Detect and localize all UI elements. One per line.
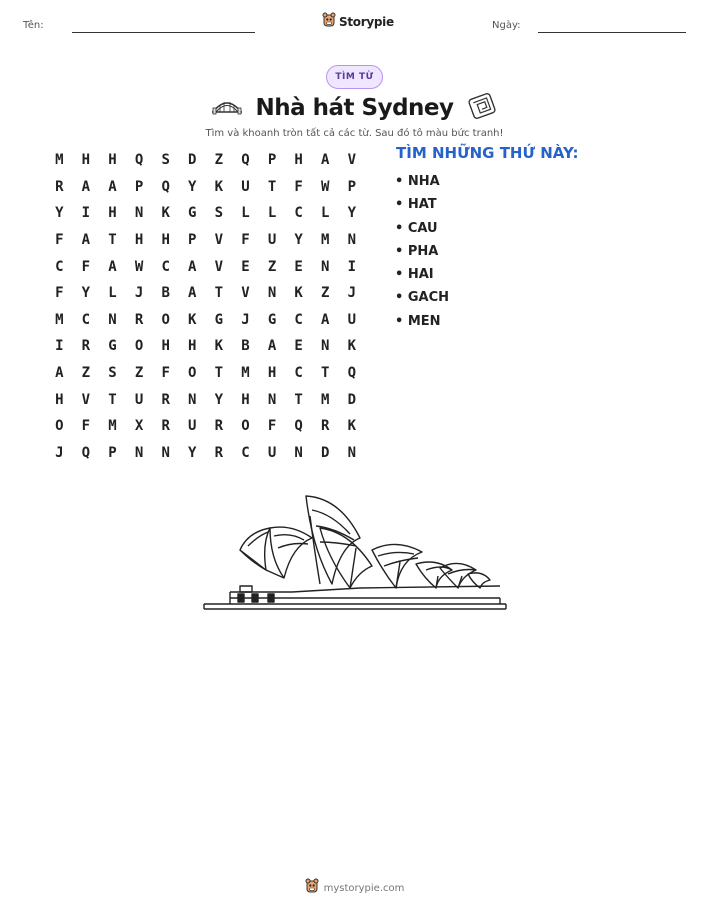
grid-cell[interactable]: C [294, 311, 303, 328]
grid-cell[interactable]: H [134, 232, 144, 249]
grid-cell[interactable]: S [214, 205, 224, 222]
grid-cell[interactable]: B [241, 338, 250, 355]
grid-cell[interactable]: R [161, 391, 170, 408]
grid-cell[interactable]: G [188, 205, 197, 222]
footer [0, 878, 709, 898]
grid-cell[interactable]: Z [134, 365, 144, 382]
brand-name: Storypie [339, 15, 394, 29]
grid-cell[interactable]: Q [347, 365, 357, 382]
grid-cell[interactable]: D [188, 152, 197, 169]
maze-icon [466, 92, 498, 124]
grid-cell[interactable]: H [108, 152, 117, 169]
grid-cell[interactable]: H [108, 205, 117, 222]
grid-cell[interactable]: B [161, 285, 170, 302]
grid-cell[interactable]: F [267, 418, 277, 435]
word-item: • MEN [395, 313, 441, 329]
grid-cell[interactable]: M [108, 418, 117, 435]
grid-cell[interactable]: F [241, 232, 250, 249]
word-item: • NHA [395, 174, 440, 189]
title-row [0, 92, 709, 124]
word-item: • PHA [395, 243, 439, 259]
grid-cell[interactable]: F [294, 178, 303, 195]
sydney-opera-house-illustration[interactable] [200, 488, 510, 618]
date-label: Ngày: [492, 20, 521, 31]
grid-cell[interactable]: J [55, 444, 64, 461]
grid-cell[interactable]: S [108, 365, 117, 382]
word-list-heading: TÌM NHỮNG THỨ NÀY: [396, 144, 579, 162]
grid-cell[interactable]: G [214, 311, 224, 328]
grid-cell[interactable]: O [134, 338, 144, 355]
grid-cell[interactable]: X [134, 418, 144, 435]
grid-cell[interactable]: Z [81, 365, 91, 382]
instructions: Tìm và khoanh tròn tất cả các từ. Sau đó tô màu bức tranh! [205, 128, 504, 139]
grid-cell[interactable]: Y [347, 205, 357, 222]
grid-cell[interactable]: A [188, 285, 197, 302]
grid-cell[interactable]: H [55, 391, 64, 408]
grid-cell[interactable]: L [321, 205, 330, 222]
grid-cell[interactable]: Y [81, 285, 91, 302]
name-line[interactable] [72, 32, 255, 33]
grid-cell[interactable]: R [81, 338, 91, 355]
grid-cell[interactable]: A [55, 365, 64, 382]
word-item: • CAU [395, 220, 438, 236]
grid-cell[interactable]: R [55, 178, 64, 195]
grid-cell[interactable]: T [108, 391, 117, 408]
storypie-mascot-icon [305, 878, 319, 898]
word-item: • HAT [395, 197, 437, 213]
grid-cell[interactable]: E [294, 258, 303, 275]
grid-cell[interactable]: N [161, 444, 170, 461]
grid-cell[interactable]: V [347, 152, 357, 169]
grid-cell[interactable]: Z [214, 152, 224, 169]
grid-cell[interactable]: K [214, 178, 224, 195]
grid-cell[interactable]: A [321, 311, 330, 328]
grid-cell[interactable]: E [294, 338, 303, 355]
grid-cell[interactable]: O [161, 311, 170, 328]
grid-cell[interactable]: Y [294, 232, 303, 249]
grid-cell[interactable]: Q [134, 152, 144, 169]
grid-cell[interactable]: D [347, 391, 357, 408]
grid-cell[interactable]: L [108, 285, 117, 302]
grid-cell[interactable]: H [188, 338, 197, 355]
grid-cell[interactable]: F [161, 365, 170, 382]
storypie-mascot-icon [322, 12, 336, 32]
grid-cell[interactable]: D [321, 444, 330, 461]
grid-cell[interactable]: J [347, 285, 357, 302]
grid-cell[interactable]: J [134, 285, 144, 302]
grid-cell[interactable]: N [347, 444, 357, 461]
grid-cell[interactable]: R [134, 311, 144, 328]
grid-cell[interactable]: N [347, 232, 357, 249]
grid-cell[interactable]: P [347, 178, 357, 195]
grid-cell[interactable]: V [241, 285, 250, 302]
grid-cell[interactable]: G [267, 311, 277, 328]
grid-cell[interactable]: U [267, 444, 277, 461]
grid-cell[interactable]: T [214, 365, 224, 382]
grid-cell[interactable]: V [214, 258, 224, 275]
grid-cell[interactable]: N [267, 391, 277, 408]
grid-cell[interactable]: Q [161, 178, 170, 195]
grid-cell[interactable]: H [161, 338, 170, 355]
word-item: • GACH [395, 290, 449, 306]
grid-cell[interactable]: O [55, 418, 64, 435]
grid-cell[interactable]: A [108, 258, 117, 275]
grid-cell[interactable]: A [81, 178, 91, 195]
grid-cell[interactable]: Y [188, 178, 197, 195]
grid-cell[interactable]: C [81, 311, 91, 328]
grid-cell[interactable]: A [108, 178, 117, 195]
grid-cell[interactable]: P [188, 232, 197, 249]
grid-cell[interactable]: U [134, 391, 144, 408]
grid-cell[interactable]: H [267, 365, 277, 382]
grid-cell[interactable]: T [321, 365, 330, 382]
word-list [395, 170, 449, 333]
grid-cell[interactable]: Q [241, 152, 250, 169]
grid-cell[interactable]: A [81, 232, 91, 249]
grid-cell[interactable]: V [81, 391, 91, 408]
grid-cell[interactable]: Q [294, 418, 303, 435]
grid-cell[interactable]: H [81, 152, 91, 169]
grid-cell[interactable]: K [347, 338, 357, 355]
grid-cell[interactable]: Z [267, 258, 277, 275]
grid-cell[interactable]: I [81, 205, 91, 222]
grid-cell[interactable]: G [108, 338, 117, 355]
grid-cell[interactable]: C [294, 205, 303, 222]
activity-badge: TÌM TỪ [326, 65, 383, 89]
grid-cell[interactable]: U [267, 232, 277, 249]
grid-cell[interactable]: H [294, 152, 303, 169]
grid-cell[interactable]: H [241, 391, 250, 408]
grid-cell[interactable]: C [241, 444, 250, 461]
grid-cell[interactable]: M [55, 311, 64, 328]
grid-cell[interactable]: Z [321, 285, 330, 302]
grid-cell[interactable]: V [214, 232, 224, 249]
page-title: Nhà hát Sydney [255, 95, 454, 121]
grid-cell[interactable]: K [294, 285, 303, 302]
footer-url[interactable]: mystorypie.com [323, 882, 405, 894]
grid-cell[interactable]: O [188, 365, 197, 382]
grid-cell[interactable]: U [241, 178, 250, 195]
grid-cell[interactable]: N [108, 311, 117, 328]
grid-cell[interactable]: R [214, 418, 224, 435]
grid-cell[interactable]: J [241, 311, 250, 328]
grid-cell[interactable]: P [267, 152, 277, 169]
grid-cell[interactable]: I [347, 258, 357, 275]
grid-cell[interactable]: N [321, 258, 330, 275]
grid-cell[interactable]: N [134, 444, 144, 461]
grid-cell[interactable]: W [134, 258, 144, 275]
grid-cell[interactable]: L [241, 205, 250, 222]
grid-cell[interactable]: Y [188, 444, 197, 461]
grid-cell[interactable]: T [267, 178, 277, 195]
storypie-brand [322, 12, 394, 32]
grid-cell[interactable]: A [321, 152, 330, 169]
grid-cell[interactable]: K [347, 418, 357, 435]
grid-cell[interactable]: T [294, 391, 303, 408]
grid-cell[interactable]: R [214, 444, 224, 461]
grid-cell[interactable]: K [161, 205, 170, 222]
harbour-bridge-icon [211, 96, 243, 120]
grid-cell[interactable]: S [161, 152, 170, 169]
grid-cell[interactable]: M [55, 152, 64, 169]
grid-cell[interactable]: O [241, 418, 250, 435]
grid-cell[interactable]: P [134, 178, 144, 195]
grid-cell[interactable]: F [55, 232, 64, 249]
grid-cell[interactable]: Y [214, 391, 224, 408]
grid-cell[interactable]: W [321, 178, 330, 195]
grid-cell[interactable]: M [241, 365, 250, 382]
grid-cell[interactable]: Q [81, 444, 91, 461]
grid-cell[interactable]: N [267, 285, 277, 302]
grid-cell[interactable]: M [321, 232, 330, 249]
grid-cell[interactable]: H [161, 232, 170, 249]
grid-cell[interactable]: F [81, 258, 91, 275]
date-line[interactable] [538, 32, 686, 33]
grid-cell[interactable]: R [161, 418, 170, 435]
grid-cell[interactable]: F [81, 418, 91, 435]
grid-cell[interactable]: N [321, 338, 330, 355]
grid-cell[interactable]: C [55, 258, 64, 275]
grid-cell[interactable]: T [214, 285, 224, 302]
grid-cell[interactable]: U [347, 311, 357, 328]
word-item: • HAI [395, 267, 434, 283]
grid-cell[interactable]: F [55, 285, 64, 302]
grid-cell[interactable]: T [108, 232, 117, 249]
grid-cell[interactable]: N [188, 391, 197, 408]
grid-cell[interactable]: K [188, 311, 197, 328]
grid-cell[interactable]: P [108, 444, 117, 461]
grid-cell[interactable]: M [321, 391, 330, 408]
grid-cell[interactable]: C [294, 365, 303, 382]
grid-cell[interactable]: N [134, 205, 144, 222]
grid-cell[interactable]: A [188, 258, 197, 275]
grid-cell[interactable]: R [321, 418, 330, 435]
grid-cell[interactable]: A [267, 338, 277, 355]
grid-cell[interactable]: E [241, 258, 250, 275]
grid-cell[interactable]: Y [55, 205, 64, 222]
grid-cell[interactable]: U [188, 418, 197, 435]
name-label: Tên: [23, 20, 44, 31]
grid-cell[interactable]: C [161, 258, 170, 275]
grid-cell[interactable]: N [294, 444, 303, 461]
grid-cell[interactable]: I [55, 338, 64, 355]
grid-cell[interactable]: K [214, 338, 224, 355]
word-search-grid[interactable] [46, 147, 365, 466]
grid-cell[interactable]: L [267, 205, 277, 222]
